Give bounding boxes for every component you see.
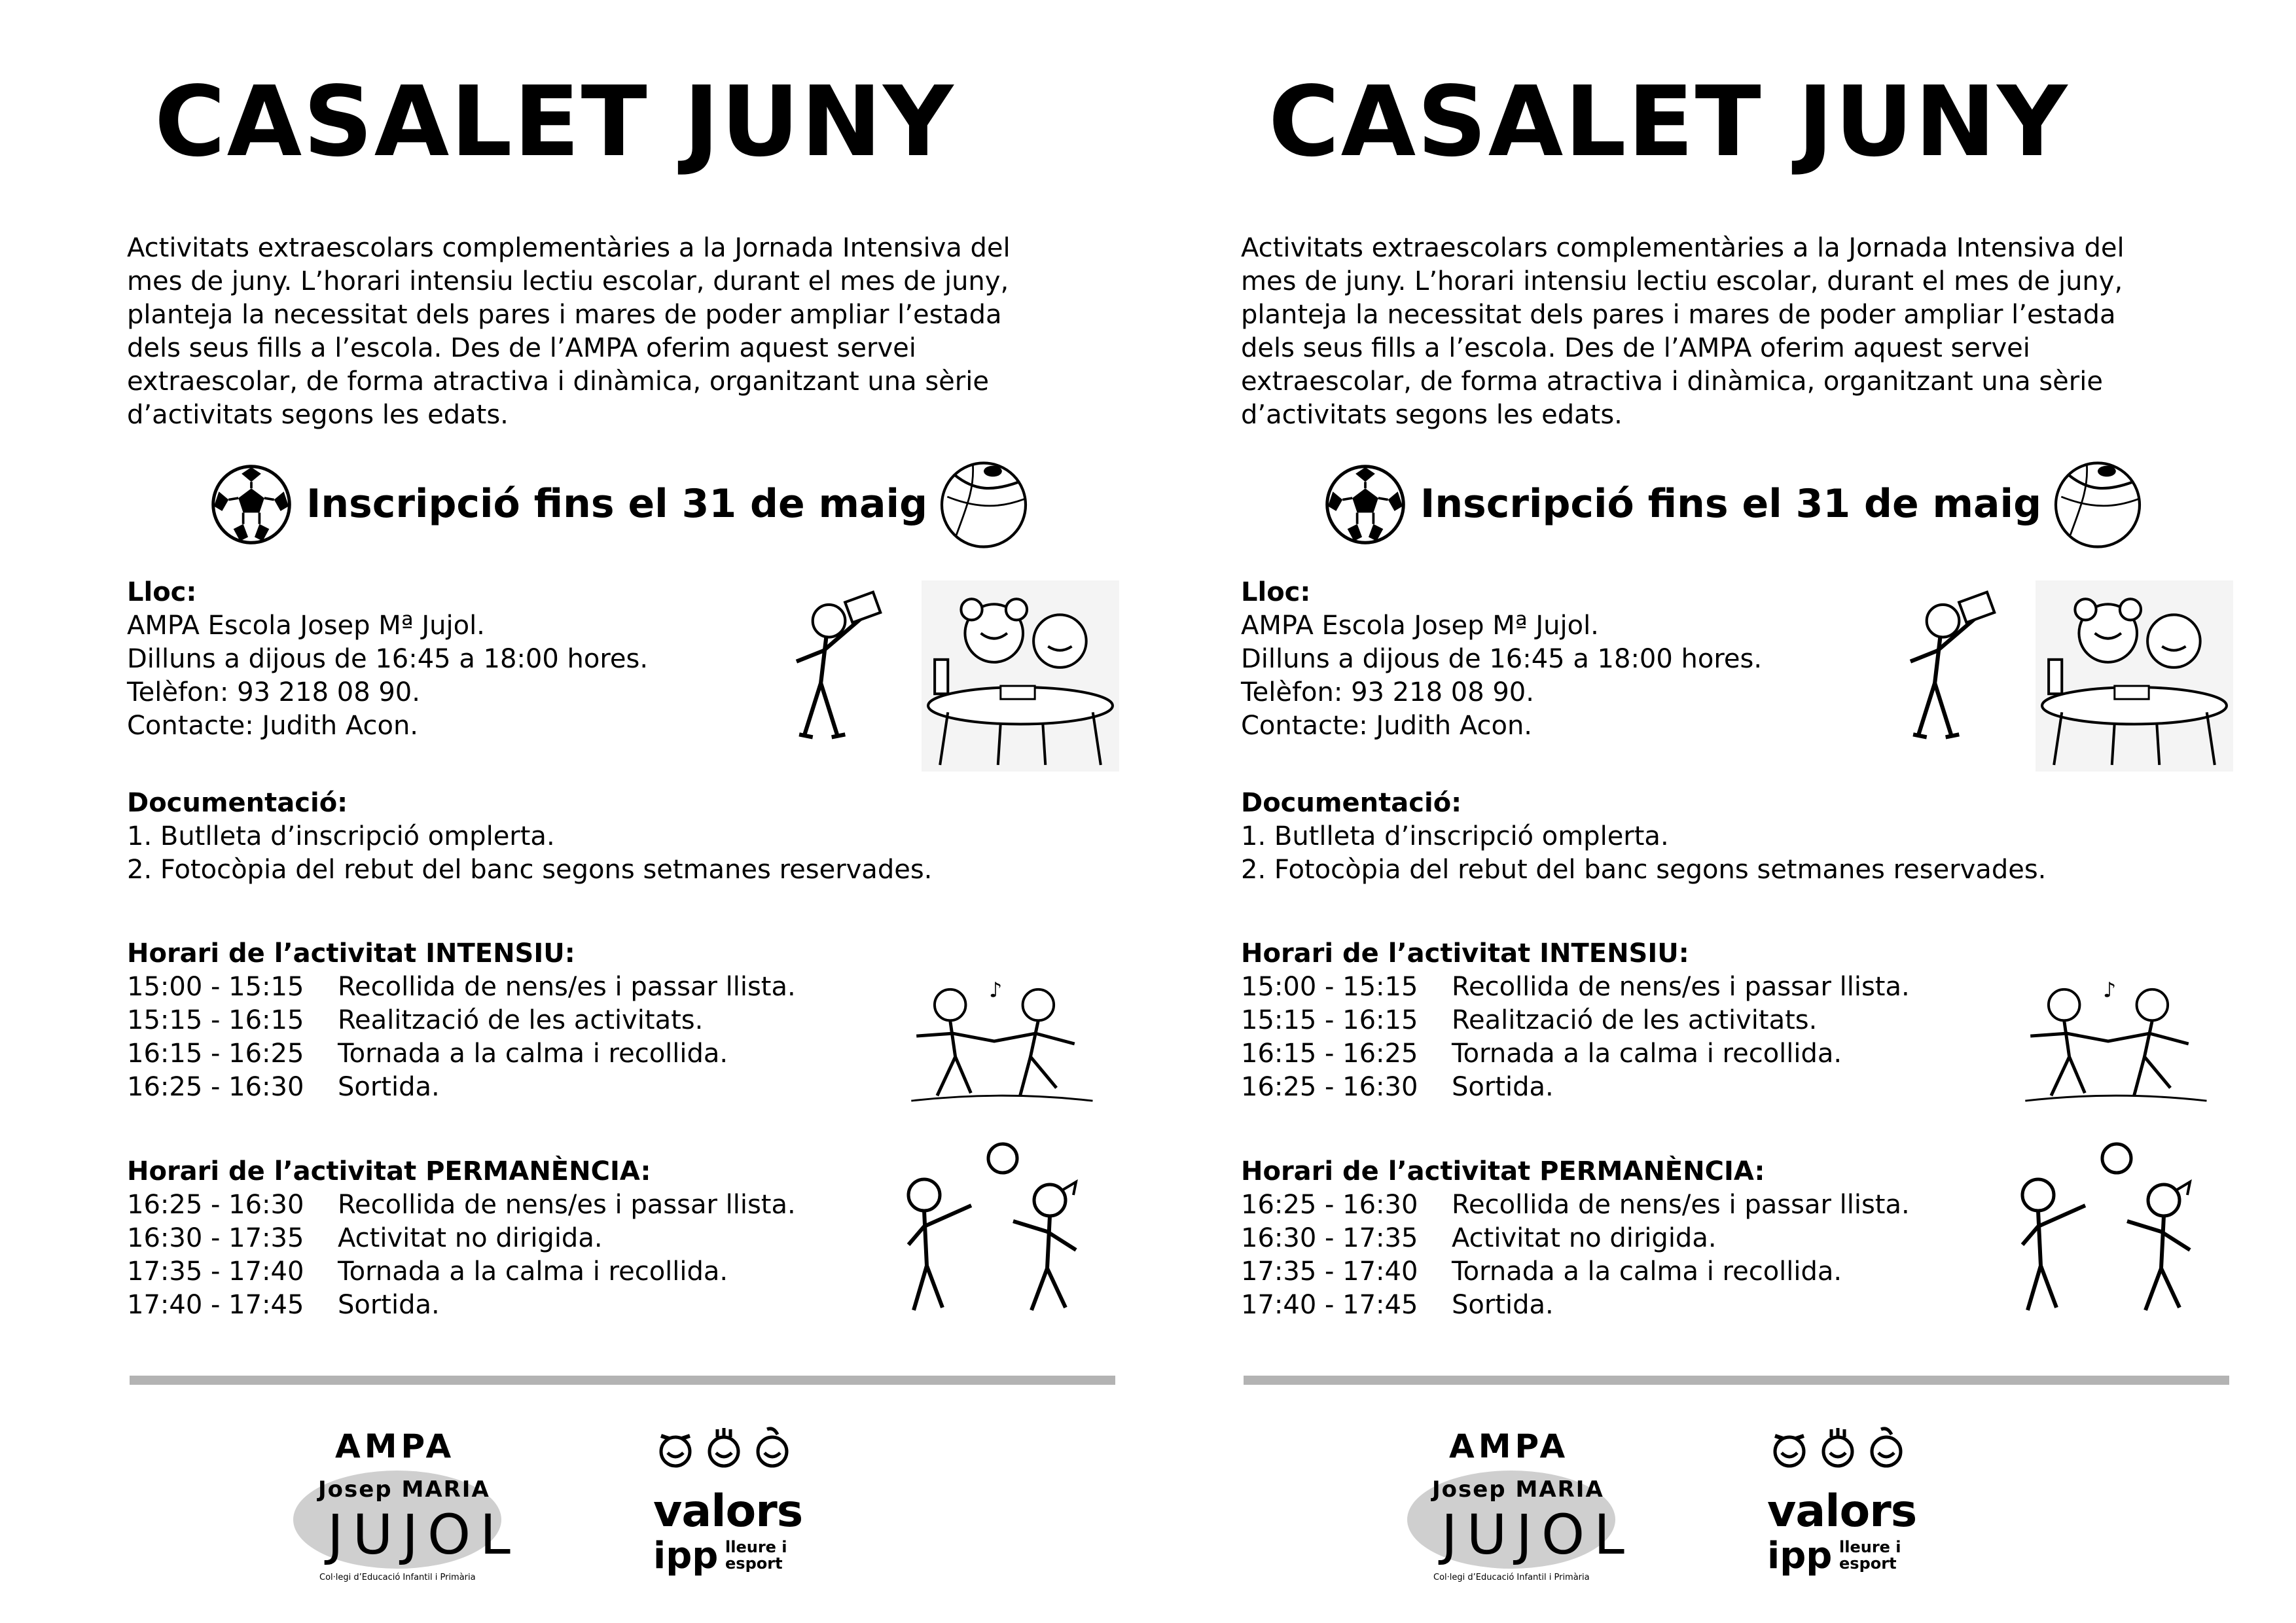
valors-ipp-logo (652, 1427, 809, 1581)
beach-ball-icon (938, 455, 1030, 560)
schedule-activity: Sortida. (1452, 1072, 1554, 1102)
intensive-heading: Horari de l’activitat INTENSIU: (127, 938, 575, 969)
schedule-row (1241, 1188, 1910, 1222)
schedule-activity: Recollida de nens/es i passar llista. (338, 1190, 796, 1220)
schedule-activity: Realització de les activitats. (338, 1005, 704, 1035)
location-line: Telèfon: 93 218 08 90. (1241, 677, 1534, 707)
location-line: AMPA Escola Josep Mª Jujol. (1241, 611, 1599, 641)
kids-at-table-clipart-icon (2036, 580, 2233, 772)
schedule-time: 16:30 - 17:35 (127, 1223, 304, 1253)
schedule-activity: Sortida. (338, 1072, 440, 1102)
permanence-schedule (127, 1155, 796, 1322)
smiley-faces-icon (1766, 1427, 1910, 1469)
schedule-row (1241, 1004, 1910, 1037)
intro-line: Activitats extraescolars complementàries a la Jornada Intensiva del (127, 233, 1011, 263)
schedule-activity: Sortida. (1452, 1290, 1554, 1320)
divider (130, 1376, 1115, 1385)
intro-line: planteja la necessitat dels pares i mares de poder ampliar l’estada (127, 300, 1002, 330)
intro-line: d’activitats segons les edats. (127, 400, 509, 430)
intro-line: planteja la necessitat dels pares i mares de poder ampliar l’estada (1241, 300, 2116, 330)
ampa-logo-subtitle: Col·legi d’Educació Infantil i Primària (1433, 1573, 1590, 1582)
schedule-activity: Tornada a la calma i recollida. (1452, 1257, 1842, 1287)
location-line: Contacte: Judith Acon. (127, 711, 419, 741)
location-section (127, 576, 648, 743)
location-section (1241, 576, 1762, 743)
documentation-section (1241, 787, 2046, 887)
schedule-activity: Sortida. (338, 1290, 440, 1320)
page-title: CASALET JUNY (1268, 65, 2069, 178)
location-line: Dilluns a dijous de 16:45 a 18:00 hores. (1241, 644, 1763, 674)
smiley-faces-icon (652, 1427, 796, 1469)
schedule-time: 16:15 - 16:25 (127, 1039, 304, 1069)
schedule-time: 16:25 - 16:30 (127, 1072, 304, 1102)
esport-line: esport (1839, 1554, 1897, 1573)
ampa-logo-jujol: JUJOL (1441, 1503, 1634, 1567)
lleure-line: lleure i (725, 1538, 787, 1556)
ampa-logo (293, 1427, 520, 1584)
intro-paragraph (1241, 232, 2210, 432)
lleure-esport-text (1839, 1539, 1901, 1572)
inscription-deadline: Inscripció fins el 31 de maig (306, 481, 928, 527)
inscription-deadline: Inscripció fins el 31 de maig (1420, 481, 2042, 527)
intro-line: extraescolar, de forma atractiva i dinàmica, organitzant una sèrie (127, 366, 989, 397)
schedule-time: 17:35 - 17:40 (127, 1257, 304, 1287)
beach-ball-icon (2052, 455, 2144, 560)
ampa-logo-title: AMPA (335, 1427, 456, 1465)
intro-line: mes de juny. L’horari intensiu lectiu escolar, durant el mes de juny, (1241, 266, 2123, 296)
schedule-time: 17:40 - 17:45 (1241, 1290, 1418, 1320)
kids-at-table-clipart-icon (922, 580, 1119, 772)
schedule-activity: Recollida de nens/es i passar llista. (338, 972, 796, 1002)
intro-line: mes de juny. L’horari intensiu lectiu escolar, durant el mes de juny, (127, 266, 1009, 296)
schedule-row (127, 971, 796, 1004)
schedule-row (127, 1255, 796, 1289)
location-line: Dilluns a dijous de 16:45 a 18:00 hores. (127, 644, 649, 674)
intro-paragraph (127, 232, 1096, 432)
schedule-activity: Tornada a la calma i recollida. (338, 1039, 728, 1069)
kids-playing-ball-clipart-icon (895, 1140, 1105, 1315)
ampa-logo-name: Josep MARIA (1432, 1476, 1604, 1503)
schedule-time: 16:30 - 17:35 (1241, 1223, 1418, 1253)
intensive-schedule (1241, 937, 1910, 1104)
flyer-right (1114, 0, 2262, 1623)
ipp-word: ipp (653, 1535, 719, 1577)
schedule-row (1241, 1289, 1910, 1322)
documentation-line: 1. Butlleta d’inscripció omplerta. (127, 821, 555, 851)
location-line: AMPA Escola Josep Mª Jujol. (127, 611, 485, 641)
permanence-schedule (1241, 1155, 1910, 1322)
schedule-activity: Activitat no dirigida. (338, 1223, 603, 1253)
divider (1244, 1376, 2229, 1385)
ampa-logo-name: Josep MARIA (318, 1476, 490, 1503)
intro-line: d’activitats segons les edats. (1241, 400, 1623, 430)
dancing-kids-clipart-icon (1998, 976, 2221, 1106)
schedule-activity: Recollida de nens/es i passar llista. (1452, 1190, 1910, 1220)
permanence-heading: Horari de l’activitat PERMANÈNCIA: (127, 1156, 651, 1186)
location-heading: Lloc: (127, 577, 197, 607)
ipp-word: ipp (1767, 1535, 1833, 1577)
schedule-time: 16:25 - 16:30 (1241, 1072, 1418, 1102)
boy-clipart-icon (778, 586, 899, 748)
dancing-kids-clipart-icon (884, 976, 1107, 1106)
ampa-logo-subtitle: Col·legi d’Educació Infantil i Primària (319, 1573, 476, 1582)
schedule-time: 16:15 - 16:25 (1241, 1039, 1418, 1069)
soccer-ball-icon (1325, 464, 1406, 545)
documentation-section (127, 787, 932, 887)
schedule-activity: Realització de les activitats. (1452, 1005, 1818, 1035)
schedule-row (1241, 971, 1910, 1004)
schedule-time: 15:15 - 16:15 (127, 1005, 304, 1035)
location-heading: Lloc: (1241, 577, 1311, 607)
schedule-row (1241, 1037, 1910, 1071)
documentation-line: 2. Fotocòpia del rebut del banc segons setmanes reservades. (127, 855, 933, 885)
schedule-row (127, 1004, 796, 1037)
documentation-line: 1. Butlleta d’inscripció omplerta. (1241, 821, 1669, 851)
lleure-esport-text (725, 1539, 787, 1572)
ampa-logo-title: AMPA (1449, 1427, 1570, 1465)
documentation-heading: Documentació: (1241, 788, 1462, 818)
intro-line: extraescolar, de forma atractiva i dinàmica, organitzant una sèrie (1241, 366, 2103, 397)
intensive-schedule (127, 937, 796, 1104)
schedule-row (127, 1222, 796, 1255)
schedule-row (127, 1289, 796, 1322)
documentation-heading: Documentació: (127, 788, 348, 818)
schedule-activity: Recollida de nens/es i passar llista. (1452, 972, 1910, 1002)
schedule-activity: Tornada a la calma i recollida. (338, 1257, 728, 1287)
schedule-row (1241, 1255, 1910, 1289)
lleure-line: lleure i (1839, 1538, 1901, 1556)
schedule-activity: Tornada a la calma i recollida. (1452, 1039, 1842, 1069)
intro-line: dels seus fills a l’escola. Des de l’AMPA oferim aquest servei (1241, 333, 2030, 363)
soccer-ball-icon (211, 464, 292, 545)
location-line: Contacte: Judith Acon. (1241, 711, 1533, 741)
intensive-heading: Horari de l’activitat INTENSIU: (1241, 938, 1689, 969)
valors-word: valors (1767, 1486, 1917, 1537)
schedule-time: 16:25 - 16:30 (127, 1190, 304, 1220)
esport-line: esport (725, 1554, 783, 1573)
boy-clipart-icon (1892, 586, 2013, 748)
page-title: CASALET JUNY (154, 65, 955, 178)
schedule-time: 17:40 - 17:45 (127, 1290, 304, 1320)
schedule-activity: Activitat no dirigida. (1452, 1223, 1717, 1253)
svg-text:♪: ♪ (2103, 978, 2117, 1003)
valors-word: valors (653, 1486, 803, 1537)
location-line: Telèfon: 93 218 08 90. (127, 677, 420, 707)
schedule-row (1241, 1222, 1910, 1255)
ampa-logo-jujol: JUJOL (327, 1503, 520, 1567)
svg-text:♪: ♪ (989, 978, 1003, 1003)
schedule-time: 16:25 - 16:30 (1241, 1190, 1418, 1220)
schedule-row (127, 1037, 796, 1071)
schedule-time: 15:00 - 15:15 (1241, 972, 1418, 1002)
schedule-time: 15:15 - 16:15 (1241, 1005, 1418, 1035)
schedule-row (127, 1188, 796, 1222)
schedule-row (127, 1071, 796, 1104)
valors-ipp-logo (1766, 1427, 1923, 1581)
intro-line: Activitats extraescolars complementàries a la Jornada Intensiva del (1241, 233, 2125, 263)
documentation-line: 2. Fotocòpia del rebut del banc segons setmanes reservades. (1241, 855, 2047, 885)
kids-playing-ball-clipart-icon (2009, 1140, 2219, 1315)
schedule-time: 17:35 - 17:40 (1241, 1257, 1418, 1287)
ampa-logo (1407, 1427, 1634, 1584)
schedule-row (1241, 1071, 1910, 1104)
permanence-heading: Horari de l’activitat PERMANÈNCIA: (1241, 1156, 1765, 1186)
schedule-time: 15:00 - 15:15 (127, 972, 304, 1002)
intro-line: dels seus fills a l’escola. Des de l’AMPA oferim aquest servei (127, 333, 916, 363)
